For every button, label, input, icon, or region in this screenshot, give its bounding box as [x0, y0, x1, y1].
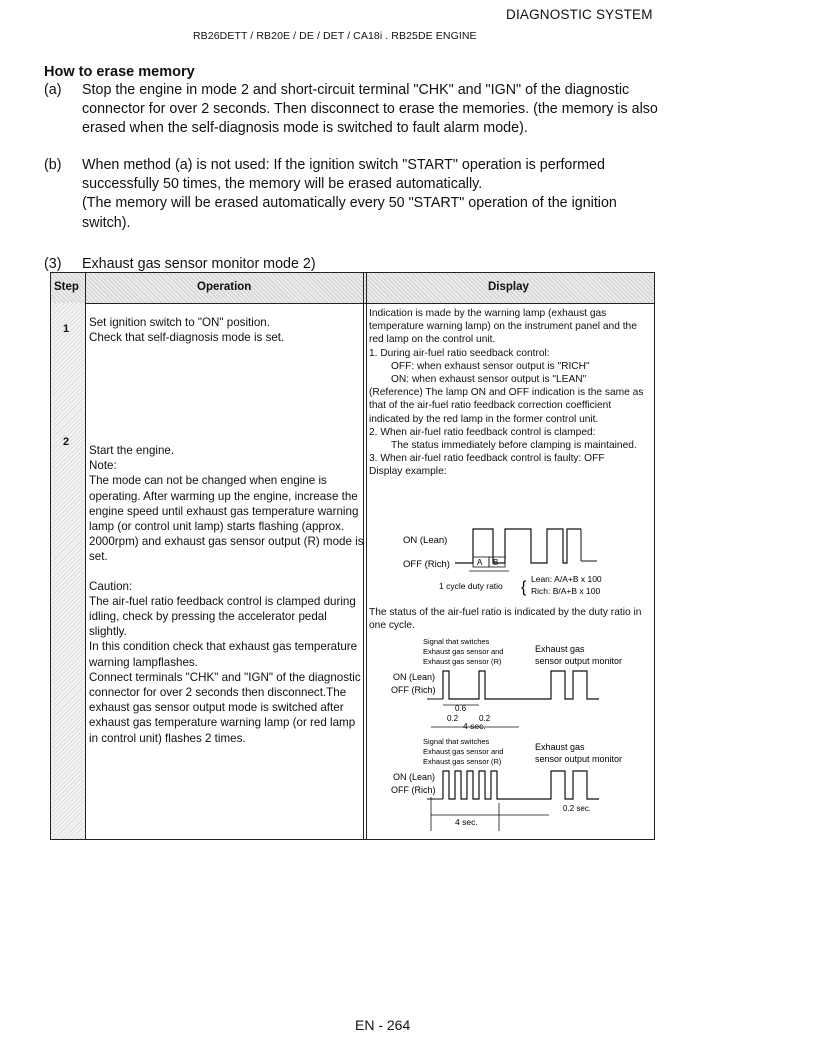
page-number: EN - 264	[355, 1017, 411, 1033]
d2-off-label: OFF (Rich)	[391, 685, 436, 695]
step-column	[51, 303, 85, 839]
section-3-label: (3)	[44, 256, 62, 272]
display-text	[369, 307, 653, 479]
disp-example: Display example:	[369, 466, 447, 478]
op-connect: Connect terminals "CHK" and "IGN" of the diagnostic connector for over 2 seconds then disconnect.The exhaust gas sensor output mode is switched after exhaust gas temperature warning lamp (or red lamp in control unit) flashes 2 times.	[89, 670, 361, 745]
d1-cycle-label: 1 cycle duty ratio	[439, 581, 503, 591]
disp-item-2-text: The status immediately before clamping is maintained.	[391, 440, 637, 452]
op-caution: The air-fuel ratio feedback control is clamped during idling, check by pressing the accelerator pedal slightly.	[89, 594, 356, 639]
d2-monitor-2: sensor output monitor	[535, 656, 623, 666]
d2-t4: 4 sec.	[463, 721, 486, 731]
disp-item-1-on: ON: when exhaust sensor output is "LEAN"	[391, 374, 587, 386]
divider	[85, 273, 86, 839]
d3-signal-3: Exhaust gas sensor (R)	[423, 757, 502, 766]
d3-waveform	[443, 771, 599, 799]
display-status: The status of the air-fuel ratio is indicated by the duty ratio in one cycle.	[369, 607, 642, 632]
disp-item-1-off: OFF: when exhaust sensor output is "RICH"	[391, 360, 590, 372]
d3-signal-2: Exhaust gas sensor and	[423, 747, 504, 756]
col-operation: Operation	[197, 281, 252, 293]
d1-brace: {	[521, 579, 527, 596]
disp-item-2: 2. When air-fuel ratio feedback control is clamped:	[369, 426, 596, 438]
op-caution-label: Caution:	[89, 579, 133, 593]
op-check: In this condition check that exhaust gas temperature warning lampflashes.	[89, 640, 358, 669]
d2-monitor-1: Exhaust gas	[535, 644, 585, 654]
d3-t02: 0.2 sec.	[563, 804, 592, 813]
procedure-table	[50, 272, 655, 840]
d3-on-label: ON (Lean)	[393, 772, 436, 782]
d1-a-label: A	[477, 558, 483, 567]
step-2-number: 2	[63, 436, 70, 448]
d3-signal-1: Signal that switches	[423, 737, 490, 746]
op-line: Check that self-diagnosis mode is set.	[89, 331, 285, 345]
op-line: Start the engine.	[89, 444, 175, 457]
d3-monitor-1: Exhaust gas	[535, 742, 585, 752]
step-1-number: 1	[63, 323, 70, 335]
operation-step-1	[89, 315, 364, 345]
d2-on-label: ON (Lean)	[393, 672, 436, 682]
sensor-monitor-diagram-2	[369, 735, 653, 835]
d3-off-label: OFF (Rich)	[391, 785, 436, 795]
d2-t02a: 0.2	[447, 714, 459, 723]
disp-item-3: 3. When air-fuel ratio feedback control is faulty: OFF	[369, 453, 605, 465]
item-a-text: Stop the engine in mode 2 and short-circuit terminal "CHK" and "IGN" of the diagnostic connector for over 2 seconds. Then disconnect to erase the memories. (the memory is also erased when the self-diagnosis mode is switched to fault alarm mode).	[82, 82, 658, 137]
d2-waveform	[443, 671, 599, 699]
col-display: Display	[488, 281, 529, 293]
d1-b-label: B	[493, 558, 499, 567]
d1-lean-label: Lean: A/A+B x 100	[531, 574, 602, 584]
section-3-title: Exhaust gas sensor monitor mode 2)	[82, 256, 316, 272]
table-header	[51, 273, 654, 304]
item-b-label: (b)	[44, 157, 62, 173]
d1-rich-label: Rich: B/A+B x 100	[531, 586, 601, 596]
erase-memory-title: How to erase memory	[44, 64, 195, 80]
d2-signal-3: Exhaust gas sensor (R)	[423, 657, 502, 666]
d1-off-label: OFF (Rich)	[403, 559, 450, 570]
disp-reference: (Reference) The lamp ON and OFF indication is the same as that of the air-fuel ratio feedback correction coefficient indicated by the red lamp in the former control unit.	[369, 387, 644, 425]
erase-item-b	[44, 156, 664, 233]
d2-signal-1: Signal that switches	[423, 637, 490, 646]
item-b-text: When method (a) is not used: If the ignition switch "START" operation is performed successfully 50 times, the memory will be erased automatically.	[82, 157, 605, 193]
disp-intro: Indication is made by the warning lamp (exhaust gas temperature warning lamp) on the instrument panel and the red lamp on the control unit.	[369, 308, 637, 346]
engine-header: RB26DETT / RB20E / DE / DET / CA18i . RB25DE ENGINE	[193, 30, 477, 42]
d3-monitor-2: sensor output monitor	[535, 754, 623, 764]
op-note: The mode can not be changed when engine is operating. After warming up the engine, increase the engine speed until exhaust gas temperature warning lamp (or control unit lamp) starts flashing (approx. 2000rpm) and exhaust gas sensor output (R) mode is set.	[89, 474, 364, 564]
operation-step-2	[89, 443, 364, 746]
section-header: DIAGNOSTIC SYSTEM	[506, 7, 653, 22]
d1-on-label: ON (Lean)	[403, 535, 448, 546]
erase-item-a	[44, 81, 664, 139]
d3-t4: 4 sec.	[455, 817, 478, 827]
item-b-text-2: (The memory will be erased automatically every 50 "START" operation of the ignition switch).	[82, 195, 617, 231]
d2-t02b: 0.2	[479, 714, 491, 723]
d2-t06: 0.6	[455, 704, 467, 713]
disp-item-1: 1. During air-fuel ratio seedback control:	[369, 347, 550, 359]
d2-signal-2: Exhaust gas sensor and	[423, 647, 504, 656]
d1-waveform	[455, 529, 581, 563]
col-step: Step	[54, 281, 79, 293]
duty-ratio-diagram	[369, 523, 653, 603]
op-line: Set ignition switch to "ON" position.	[89, 316, 270, 329]
op-note-label: Note:	[89, 459, 117, 473]
item-a-label: (a)	[44, 82, 62, 98]
sensor-monitor-diagram-1	[369, 635, 653, 733]
